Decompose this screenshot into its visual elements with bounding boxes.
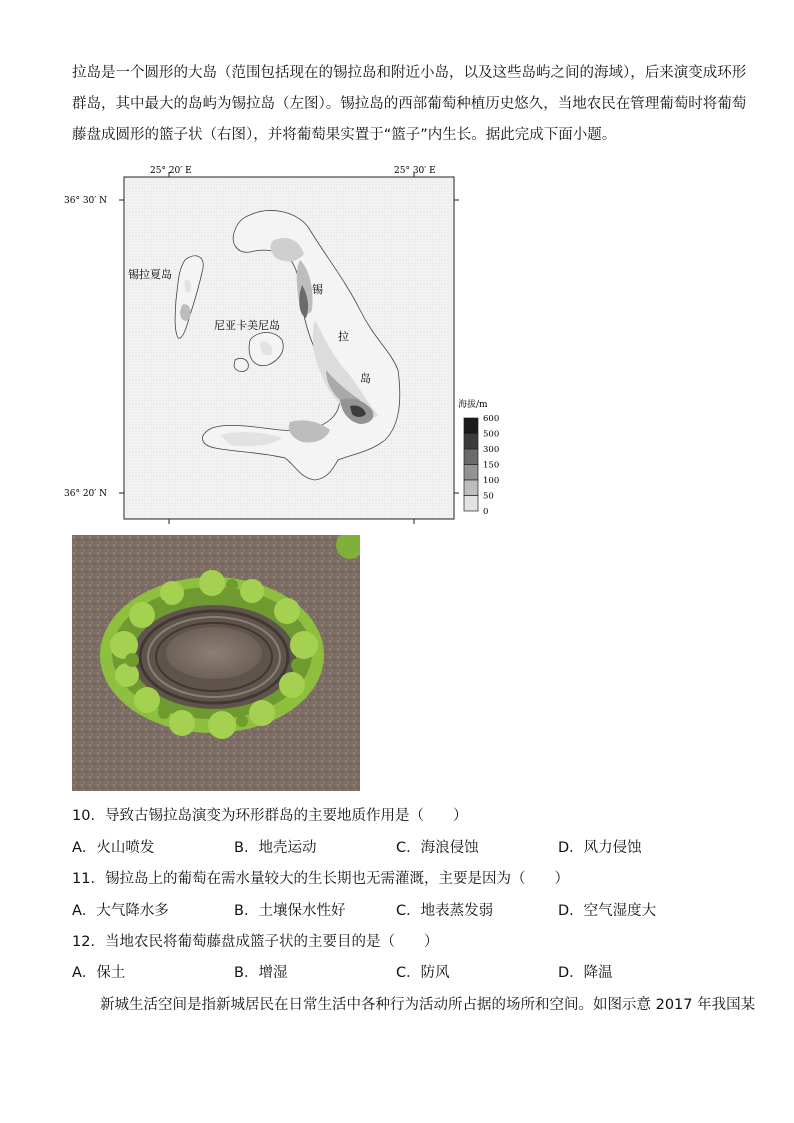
legend-swatch (464, 480, 478, 496)
option-d: D．降温 (558, 965, 613, 981)
intro-line-1: 拉岛是一个圆形的大岛（范围包括现在的锡拉岛和附近小岛，以及这些岛屿之间的海域），后来演变成环形 (72, 65, 747, 81)
label-nea-kameni: 尼亚卡美尼岛 (214, 319, 280, 332)
question-10: 10．导致古锡拉岛演变为环形群岛的主要地质作用是（ ） (72, 808, 468, 824)
lat-label-top: 36° 30′ N (64, 196, 108, 206)
elevation-legend (458, 398, 499, 517)
legend-swatch (464, 496, 478, 512)
legend-swatch (464, 449, 478, 465)
grape-vine-basket-icon (72, 535, 360, 791)
intro-line-2: 群岛，其中最大的岛屿为锡拉岛（左图）。锡拉岛的西部葡萄种植历史悠久，当地农民在管理葡萄时将葡萄 (72, 96, 747, 112)
next-paragraph: 新城生活空间是指新城居民在日常生活中各种行为活动所占据的场所和空间。如图示意 2017 年我国某 (100, 997, 756, 1013)
legend-title: 海拔/m (458, 400, 488, 410)
option-d: D．风力侵蚀 (558, 840, 642, 856)
option-a: A．火山喷发 (72, 840, 155, 856)
option-b: B．土壤保水性好 (234, 903, 346, 919)
legend-swatch (464, 434, 478, 450)
legend-level-label: 150 (483, 460, 500, 471)
label-thira-char-2: 拉 (338, 330, 349, 343)
intro-paragraph (72, 58, 747, 151)
option-b: B．增湿 (234, 965, 288, 981)
option-c: C．地表蒸发弱 (396, 903, 494, 919)
legend-level-label: 0 (483, 507, 489, 517)
lon-label-right: 25° 30′ E (394, 166, 436, 176)
question-12: 12．当地农民将葡萄藤盘成篮子状的主要目的是（ ） (72, 934, 439, 950)
legend-level-label: 100 (483, 476, 500, 486)
legend-level-label: 600 (483, 414, 500, 424)
legend-swatch (464, 465, 478, 481)
lat-label-bottom: 36° 20′ N (64, 489, 108, 499)
legend-level-label: 50 (483, 491, 494, 502)
option-d: D．空气湿度大 (558, 903, 657, 919)
label-therasia: 锡拉夏岛 (128, 268, 172, 281)
santorini-map (60, 160, 520, 530)
grape-basket-photo (72, 535, 360, 791)
option-c: C．海浪侵蚀 (396, 840, 479, 856)
option-a: A．保土 (72, 965, 126, 981)
lon-label-left: 25° 20′ E (150, 166, 192, 176)
intro-line-3: 藤盘成圆形的篮子状（右图），并将葡萄果实置于“篮子”内生长。据此完成下面小题。 (72, 127, 617, 143)
option-c: C．防风 (396, 965, 450, 981)
option-b: B．地壳运动 (234, 840, 317, 856)
label-thira-char-1: 锡 (312, 283, 323, 296)
label-thira-char-3: 岛 (360, 372, 371, 385)
legend-level-label: 500 (483, 429, 500, 440)
legend-level-label: 300 (483, 445, 500, 455)
option-a: A．大气降水多 (72, 903, 169, 919)
legend-swatch (464, 418, 478, 434)
question-11: 11．锡拉岛上的葡萄在需水量较大的生长期也无需灌溉，主要是因为（ ） (72, 871, 569, 887)
